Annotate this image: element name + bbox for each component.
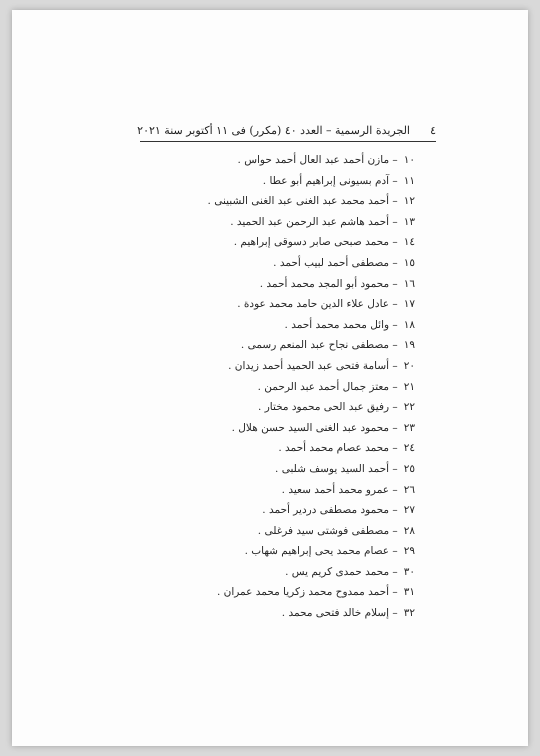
item-text: – آدم بسيونى إبراهيم أبو عطا . (262, 174, 398, 187)
list-item (200, 171, 415, 192)
item-text: – مصطفى فوشتى سيد فرغلى . (257, 524, 398, 537)
page-number: ٤ (430, 124, 436, 137)
list-item (200, 397, 415, 418)
list-item (200, 480, 415, 501)
item-number: ١٣ (403, 215, 415, 228)
item-number: ١٨ (403, 318, 415, 331)
item-number: ٢٣ (403, 421, 415, 434)
list-item (200, 541, 415, 562)
item-text: – مصطفى أحمد لبيب أحمد . (273, 256, 398, 269)
item-number: ١٦ (403, 277, 415, 290)
item-number: ١٥ (403, 256, 415, 269)
item-number: ٢٢ (403, 401, 415, 414)
item-text: – مصطفى نجاح عبد المنعم رسمى . (240, 339, 398, 352)
list-item (200, 562, 415, 583)
item-text: – محمود أبو المجد محمد أحمد . (259, 277, 398, 290)
list-item (200, 418, 415, 439)
item-number: ٢٠ (403, 359, 415, 372)
page-header (137, 124, 436, 140)
item-text: – وائل محمد محمد أحمد . (284, 318, 398, 331)
item-number: ٢٨ (403, 524, 415, 537)
item-number: ١٧ (403, 298, 415, 311)
item-number: ٣٢ (403, 607, 415, 620)
item-text: – إسلام خالد فتحى محمد . (281, 607, 398, 620)
header-rule (140, 141, 436, 142)
item-text: – أسامة فتحى عبد الحميد أحمد زيدان . (228, 359, 398, 372)
list-item (200, 356, 415, 377)
list-item (200, 582, 415, 603)
names-list (200, 150, 415, 624)
list-item (200, 232, 415, 253)
item-number: ٢٩ (403, 545, 415, 558)
list-item (200, 459, 415, 480)
item-text: – أحمد ممدوح محمد زكريا محمد عمران . (216, 586, 398, 599)
list-item (200, 294, 415, 315)
item-number: ٣٠ (403, 565, 415, 578)
list-item (200, 212, 415, 233)
list-item (200, 603, 415, 624)
item-text: – معتز جمال أحمد عبد الرحمن . (257, 380, 398, 393)
item-number: ٢٥ (403, 462, 415, 475)
list-item (200, 150, 415, 171)
item-text: – أحمد السيد يوسف شلبى . (275, 462, 398, 475)
item-text: – رفيق عبد الحى محمود مختار . (258, 401, 398, 414)
item-text: – أحمد محمد عبد الغنى عبد الغنى الشبينى . (207, 195, 398, 208)
item-text: – محمد صبحى صابر دسوقى إبراهيم . (233, 236, 398, 249)
item-text: – محمود مصطفى دردير أحمد . (262, 504, 398, 517)
item-text: – مازن أحمد عبد العال أحمد حواس . (237, 154, 398, 166)
item-text: – محمد عصام محمد أحمد . (278, 442, 398, 455)
item-text: – عصام محمد يحى إبراهيم شهاب . (244, 545, 398, 558)
list-item (200, 191, 415, 212)
list-item (200, 500, 415, 521)
list-item (200, 274, 415, 295)
item-number: ١٩ (403, 339, 415, 352)
item-number: ٢٧ (403, 504, 415, 517)
item-text: – أحمد هاشم عبد الرحمن عبد الحميد . (230, 215, 398, 228)
item-number: ١١ (403, 174, 415, 187)
list-item (200, 521, 415, 542)
list-item (200, 438, 415, 459)
item-number: ٣١ (403, 586, 415, 599)
list-item (200, 253, 415, 274)
item-number: ١٢ (403, 195, 415, 208)
item-number: ١٠ (403, 154, 415, 166)
item-text: – محمد حمدى كريم يس . (285, 565, 398, 578)
item-number: ٢٦ (403, 483, 415, 496)
item-text: – عمرو محمد أحمد سعيد . (281, 483, 398, 496)
list-item (200, 335, 415, 356)
list-item (200, 377, 415, 398)
item-text: – عادل علاء الدين حامد محمد عودة . (237, 298, 398, 311)
item-number: ٢٤ (403, 442, 415, 455)
item-text: – محمود عبد الغنى السيد حسن هلال . (231, 421, 398, 434)
item-number: ١٤ (403, 236, 415, 249)
list-item (200, 315, 415, 336)
gazette-title: الجريدة الرسمية – العدد ٤٠ (مكرر) فى ١١ أكتوبر سنة ٢٠٢١ (137, 124, 410, 137)
item-number: ٢١ (403, 380, 415, 393)
